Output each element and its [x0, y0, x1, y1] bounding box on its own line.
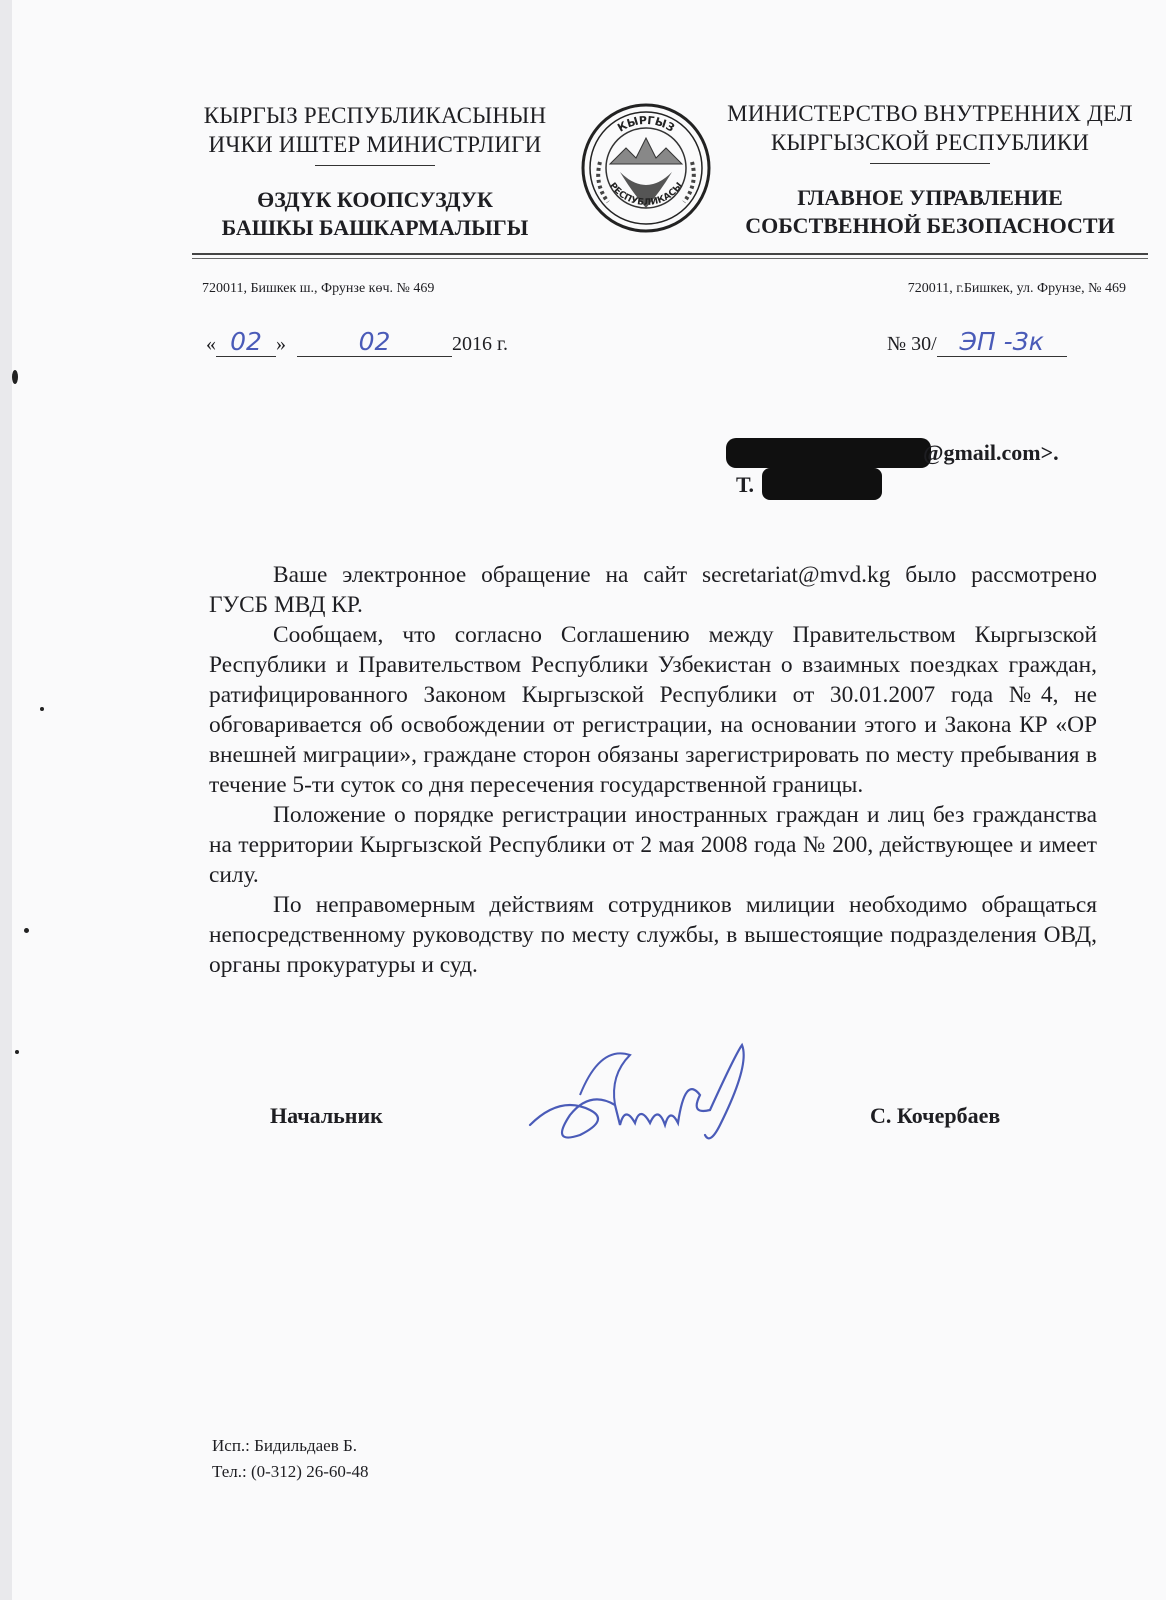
address-kyrgyz: 720011, Бишкек ш., Фрунзе көч. № 469	[202, 281, 435, 296]
header-divider	[192, 253, 1148, 255]
header-divider-thin	[192, 258, 1148, 259]
date-year: 2016 г.	[452, 333, 508, 355]
redaction-bar	[762, 468, 882, 500]
scan-speck	[12, 370, 18, 384]
scan-speck	[40, 707, 44, 711]
header-left-rule	[315, 165, 435, 166]
reference-handwritten: ЭП -Зк	[937, 327, 1067, 357]
addressee-email-tail: @gmail.com>.	[923, 440, 1059, 465]
header-left-bold-2: БАШКЫ БАШКАРМАЛЫГЫ	[221, 215, 529, 240]
header-left-bold-1: ӨЗДҮК КООПСУЗДУК	[257, 187, 493, 212]
date-day: 02	[216, 327, 276, 357]
addressee-t-prefix: Т.	[736, 472, 754, 497]
header-right-line-1: МИНИСТЕРСТВО ВНУТРЕННИХ ДЕЛ	[727, 101, 1133, 126]
handwritten-signature-icon	[520, 1035, 760, 1155]
header-right-bold-1: ГЛАВНОЕ УПРАВЛЕНИЕ	[797, 185, 1063, 210]
reference-prefix: № 30/	[887, 333, 937, 355]
header-russian	[720, 99, 1140, 240]
state-emblem-icon	[580, 102, 712, 234]
date-month: 02	[297, 327, 452, 357]
emblem-bottom-text: РЕСПУБЛИКАСЫ	[606, 181, 686, 208]
header-right-line-2: КЫРГЫЗСКОЙ РЕСПУБЛИКИ	[770, 130, 1090, 155]
body-paragraph-1: Ваше электронное обращение на сайт secretariat@mvd.kg было рассмотрено ГУСБ МВД КР.	[209, 562, 1097, 618]
addressee-block	[720, 438, 1140, 528]
header-kyrgyz	[195, 101, 555, 242]
scan-edge	[0, 0, 12, 1600]
header-left-line-1: КЫРГЫЗ РЕСПУБЛИКАСЫНЫН	[203, 103, 547, 128]
emblem-top-text: КЫРГЫЗ	[615, 113, 677, 135]
address-russian: 720011, г.Бишкек, ул. Фрунзе, № 469	[907, 281, 1126, 296]
date-line	[206, 327, 508, 357]
signatory-name: С. Кочербаев	[870, 1103, 1001, 1128]
body-paragraph-2: Сообщаем, что согласно Соглашению между Правительством Кыргызской Республики и Правительством Республики Узбекистан о взаимных поездках граждан, ратифицированного Законом Кыргызской Республики от 30.01.2007 года №4, не обговаривается об освобождении от регистрации, на основании этого и Закона КР «ОР внешней миграции», граждане сторон обязаны зарегистрировать по месту пребывания в течение 5-ти суток со дня пересечения государственной границы.	[209, 622, 1097, 798]
body-paragraph-4: По неправомерным действиям сотрудников милиции необходимо обращаться непосредственному руководству по месту службы, в вышестоящие подразделения ОВД, органы прокуратуры и суд.	[209, 892, 1097, 978]
date-open-quote: «	[206, 333, 216, 355]
scan-speck	[15, 1050, 19, 1054]
redaction-bar	[726, 438, 931, 468]
header-right-bold-2: СОБСТВЕННОЙ БЕЗОПАСНОСТИ	[745, 213, 1115, 238]
body-paragraph-3: Положение о порядке регистрации иностранных граждан и лиц без гражданства на территории Кыргызской Республики от 2 мая 2008 года № 200, действующее и имеет силу.	[209, 802, 1097, 888]
letter-body	[209, 560, 1097, 980]
header-left-line-2: ИЧКИ ИШТЕР МИНИСТРЛИГИ	[208, 132, 542, 157]
reference-number	[887, 327, 1067, 357]
signature-title: Начальник	[270, 1103, 383, 1128]
header-right-rule	[870, 163, 990, 164]
date-close-quote: »	[276, 333, 286, 355]
scan-speck	[24, 928, 29, 933]
executor-phone: Тел.: (0-312) 26-60-48	[212, 1462, 369, 1481]
executor: Исп.: Бидильдаев Б.	[212, 1436, 358, 1455]
